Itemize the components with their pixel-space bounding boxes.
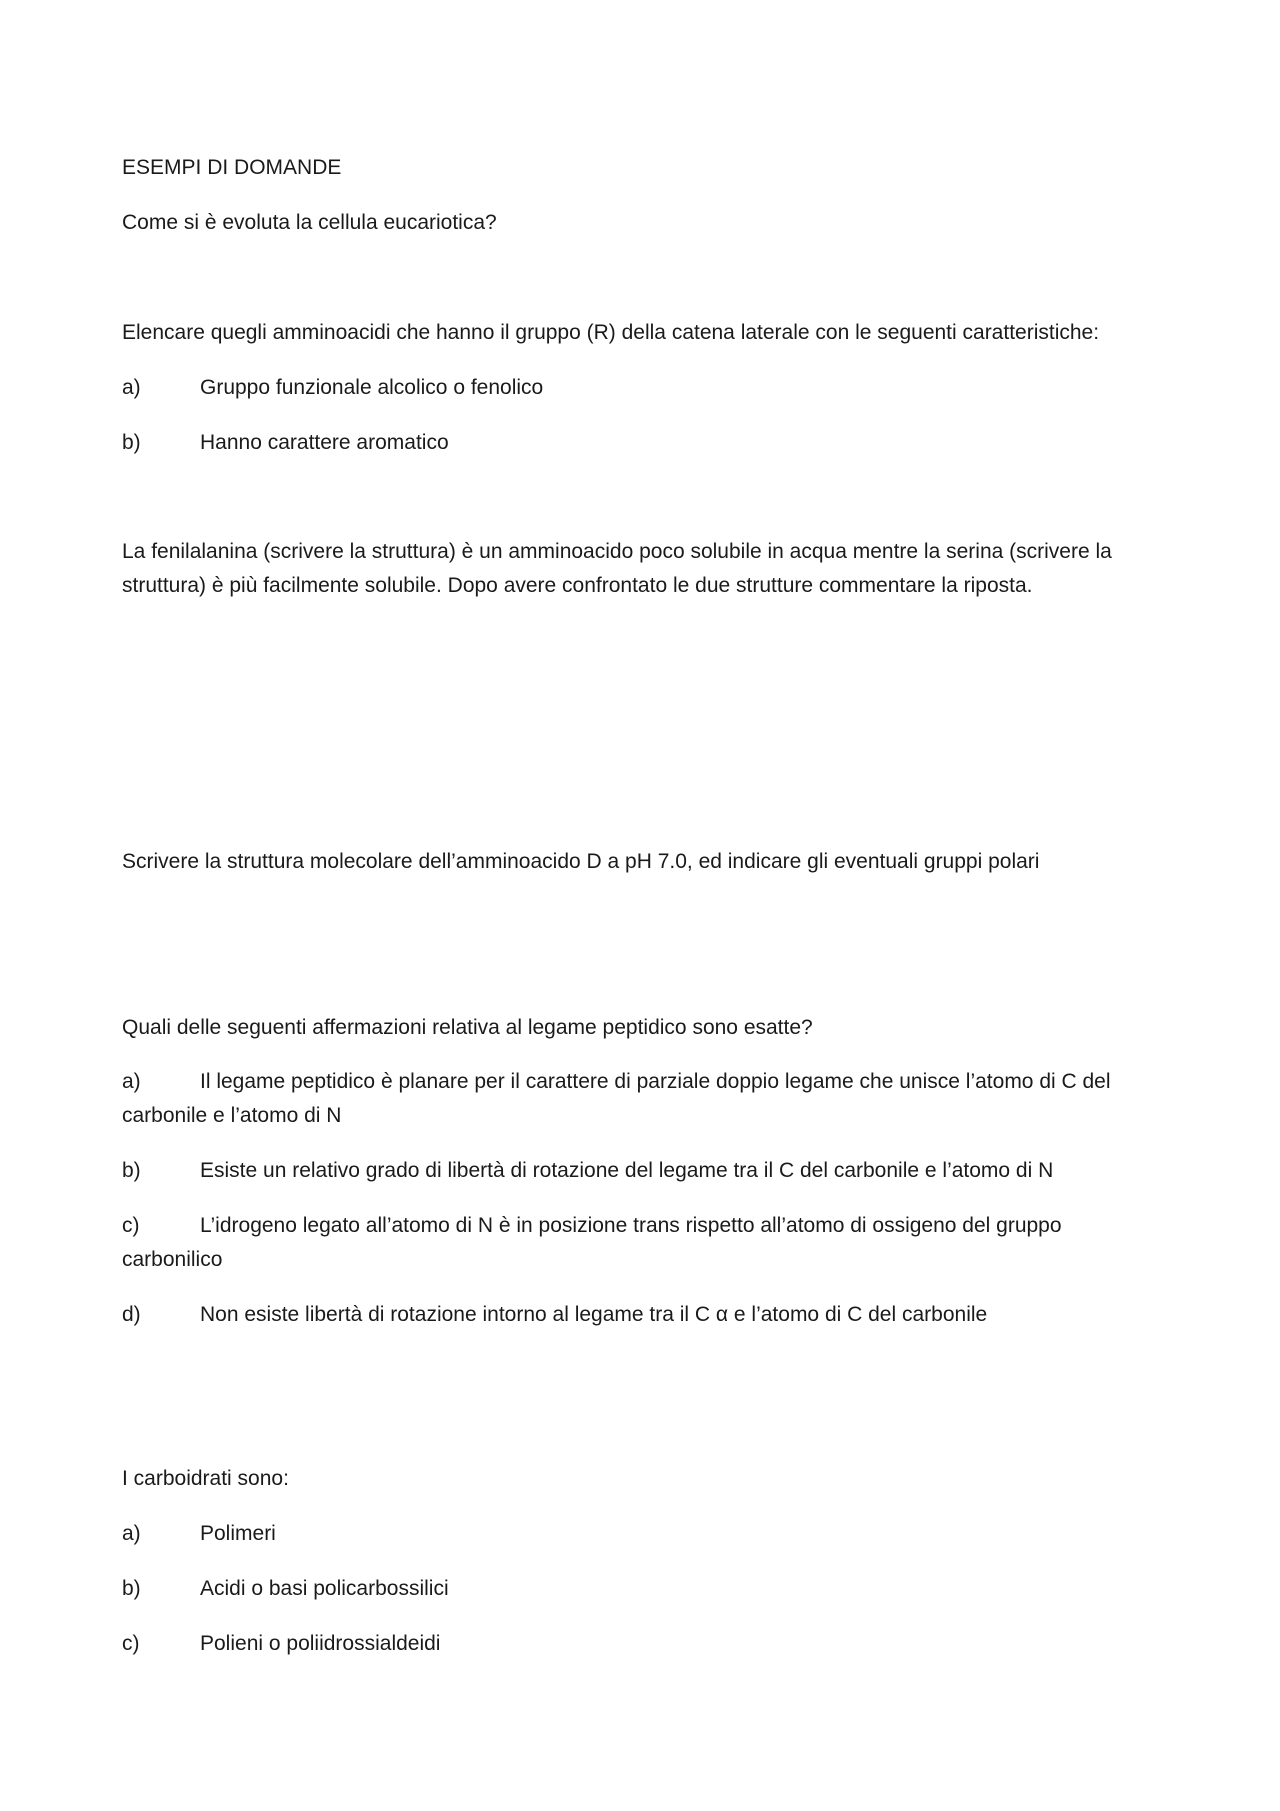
option-letter: a) bbox=[122, 376, 141, 399]
option-letter: d) bbox=[122, 1303, 141, 1326]
option-text: Gruppo funzionale alcolico o fenolico bbox=[200, 376, 544, 399]
question-2-option-b bbox=[122, 426, 1172, 460]
question-1-text: Come si è evoluta la cellula eucariotica? bbox=[122, 211, 497, 234]
question-2 bbox=[122, 316, 1172, 350]
question-1 bbox=[122, 206, 1172, 240]
question-5-option-b bbox=[122, 1154, 1172, 1188]
option-continuation: carbonilico bbox=[122, 1248, 223, 1271]
question-5-option-d bbox=[122, 1298, 1172, 1332]
option-text: L’idrogeno legato all’atomo di N è in posizione trans rispetto all’atomo di ossigeno del gruppo bbox=[200, 1214, 1062, 1237]
question-5-option-a bbox=[122, 1065, 1172, 1133]
question-6-option-c bbox=[122, 1627, 1172, 1661]
option-continuation: carbonile e l’atomo di N bbox=[122, 1104, 342, 1127]
option-text: Polieni o poliidrossialdeidi bbox=[200, 1632, 441, 1655]
option-text: Non esiste libertà di rotazione intorno al legame tra il C α e l’atomo di C del carbonile bbox=[200, 1303, 988, 1326]
question-6-option-b bbox=[122, 1572, 1172, 1606]
question-5-option-c bbox=[122, 1209, 1172, 1277]
question-2-option-a bbox=[122, 371, 1172, 405]
option-text: Hanno carattere aromatico bbox=[200, 431, 449, 454]
option-letter: b) bbox=[122, 431, 141, 454]
question-3 bbox=[122, 535, 1172, 603]
option-text: Acidi o basi policarbossilici bbox=[200, 1577, 449, 1600]
option-letter: a) bbox=[122, 1070, 141, 1093]
question-6-text: I carboidrati sono: bbox=[122, 1467, 289, 1490]
question-3-line-1: La fenilalanina (scrivere la struttura) è un amminoacido poco solubile in acqua mentre la serina (scrivere la bbox=[122, 540, 1112, 563]
option-letter: a) bbox=[122, 1522, 141, 1545]
option-letter: b) bbox=[122, 1577, 141, 1600]
question-2-text: Elencare quegli amminoacidi che hanno il gruppo (R) della catena laterale con le seguenti caratteristiche: bbox=[122, 321, 1100, 344]
question-5-text: Quali delle seguenti affermazioni relativa al legame peptidico sono esatte? bbox=[122, 1016, 813, 1039]
option-letter: c) bbox=[122, 1632, 140, 1655]
option-text: Polimeri bbox=[200, 1522, 276, 1545]
question-6-option-a bbox=[122, 1517, 1172, 1551]
question-5 bbox=[122, 1011, 1172, 1045]
option-text: Il legame peptidico è planare per il carattere di parziale doppio legame che unisce l’atomo di C del bbox=[200, 1070, 1111, 1093]
option-letter: b) bbox=[122, 1159, 141, 1182]
option-text: Esiste un relativo grado di libertà di rotazione del legame tra il C del carbonile e l’atomo di N bbox=[200, 1159, 1054, 1182]
document-title bbox=[122, 151, 1172, 185]
question-6 bbox=[122, 1462, 1172, 1496]
question-3-line-2: struttura) è più facilmente solubile. Dopo avere confrontato le due strutture commentare la riposta. bbox=[122, 574, 1033, 597]
question-4-text: Scrivere la struttura molecolare dell’amminoacido D a pH 7.0, ed indicare gli eventuali gruppi polari bbox=[122, 850, 1040, 873]
question-4 bbox=[122, 845, 1172, 879]
title-text: ESEMPI DI DOMANDE bbox=[122, 156, 342, 179]
option-letter: c) bbox=[122, 1214, 140, 1237]
